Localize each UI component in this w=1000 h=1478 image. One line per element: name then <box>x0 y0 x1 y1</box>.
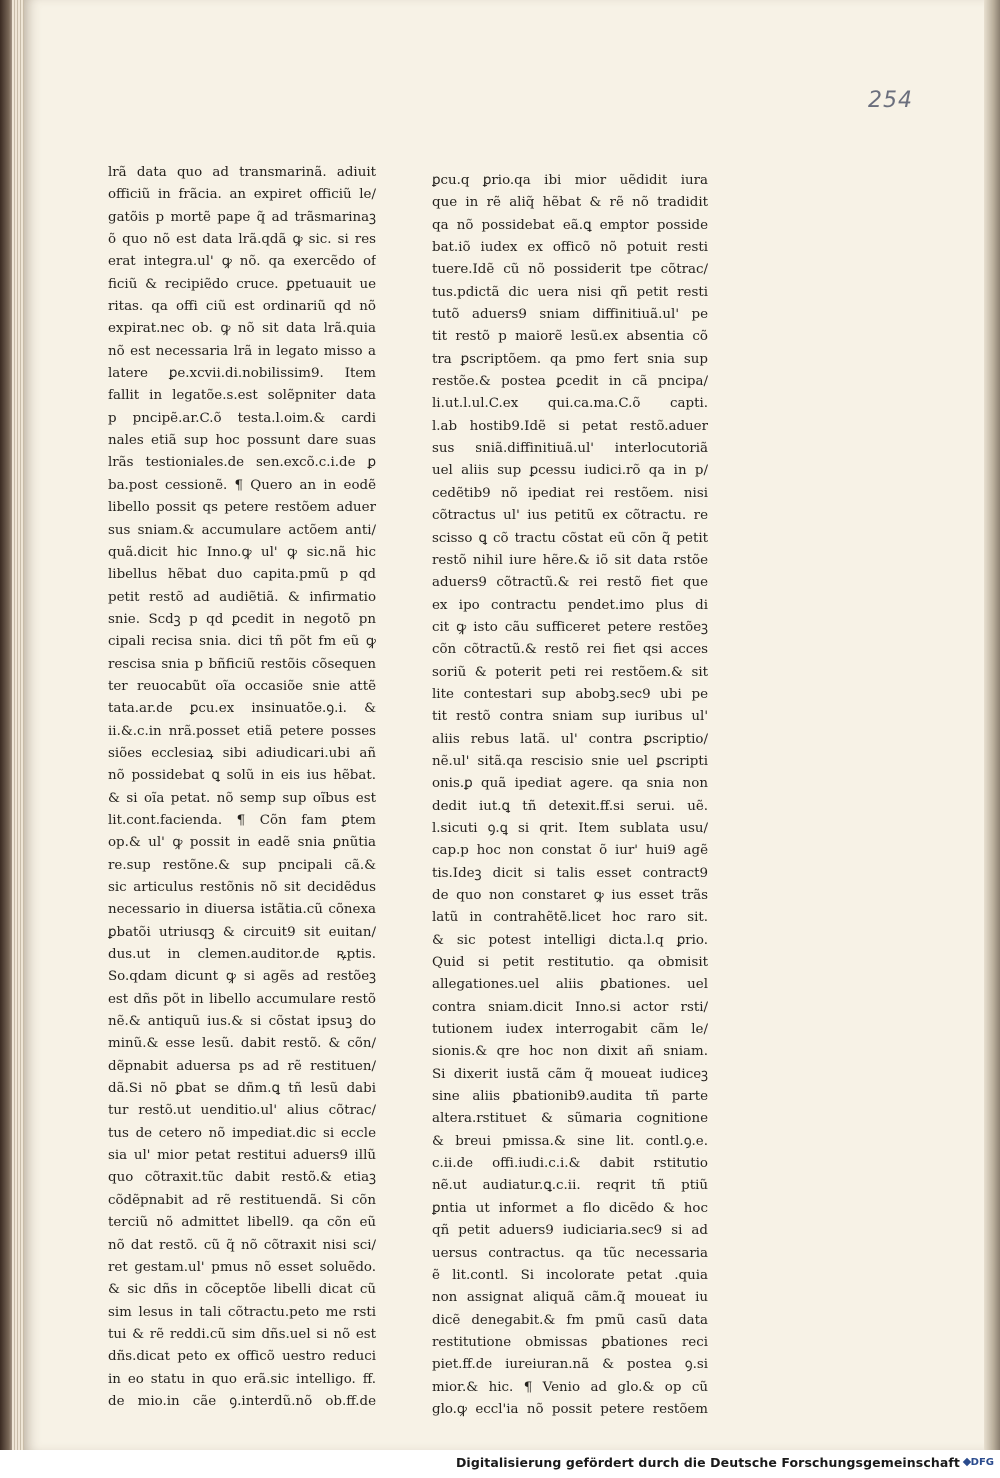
text-line: ꝑcu.q ꝑrio.qa ibi mior uẽdidit iura <box>432 173 708 188</box>
text-line: sus sniam.& accumulare actõem anti/ <box>108 522 376 538</box>
footer-bar <box>0 1450 1000 1478</box>
text-line: cõtractus ul' ius petitũ ex cõtractu. re <box>432 508 708 524</box>
text-line: cit ꝙ isto cãu sufficeret petere restõeꝫ <box>432 619 708 635</box>
text-line: p pncipẽ.ar.C.õ testa.l.oim.& cardi <box>108 410 376 426</box>
text-line: tit restõ p maiorẽ lesũ.ex absentia cõ <box>432 329 708 345</box>
text-line: petit restõ ad audiẽtiã. & infirmatio <box>108 589 376 605</box>
text-line: quã.dicit hic Inno.ꝙ ul' ꝙ sic.nã hic <box>108 544 376 560</box>
text-line: nõ possidebat ꝗ solũ in eis ius hẽbat. <box>108 768 376 784</box>
text-column-left <box>108 162 376 1413</box>
text-line: dus.ut in clemen.auditor.de ꝶptis. <box>108 947 376 963</box>
text-line: cipali recisa snia. dici tñ põt fm eũ ꝙ <box>108 634 376 650</box>
text-line: ꝑbatõi utriusqꝫ & circuit9 sit euitan/ <box>108 924 376 940</box>
text-line: sic articulus restõnis nõ sit decidẽdus <box>108 880 376 895</box>
text-line: aduers9 cõtractũ.& rei restõ fiet que <box>432 575 708 591</box>
text-line: de quo non constaret ꝙ ius esset trãs <box>432 888 708 903</box>
text-line: c.ii.de offi.iudi.c.i.& dabit rstitutio <box>432 1156 708 1172</box>
text-line: erat integra.ul' ꝙ nõ. qa exercẽdo of <box>108 254 376 270</box>
text-line: cedẽtib9 nõ ipediat rei restõem. nisi <box>432 485 708 501</box>
text-line: tra ꝑscriptõem. qa pmo fert snia sup <box>432 351 708 367</box>
text-line: & si oĩa petat. nõ semp sup oĩbus est <box>108 790 376 806</box>
text-line: restõe.& postea ꝑcedit in cã pncipa/ <box>432 374 708 390</box>
text-line: necessario in diuersa istãtia.cũ cõnexa <box>108 902 376 918</box>
text-line: & sic dñs in cõceptõe libelli dicat cũ <box>108 1282 376 1298</box>
text-line: ficiũ & recipiẽdo cruce. ꝑpetuauit ue <box>108 276 376 292</box>
text-line: mior.& hic. ¶ Venio ad glo.& op cũ <box>432 1379 708 1395</box>
text-line: cap.p hoc non constat õ iur' hui9 agẽ <box>432 843 708 859</box>
text-line: tutõ aduers9 sniam diffinitiuã.ul' pe <box>432 307 708 323</box>
text-line: sia ul' mior petat restitui aduers9 illũ <box>108 1148 376 1164</box>
dfg-logo: DFG <box>970 1457 994 1468</box>
text-line: minũ.& esse lesũ. dabit restõ. & cõn/ <box>108 1036 376 1052</box>
text-line: ritas. qa offi ciũ est ordinariũ qd nõ <box>108 299 376 315</box>
text-line: dã.Si nõ ꝑbat se dñm.ꝗ tñ lesũ dabi <box>108 1081 376 1097</box>
text-line: So.qdam dicunt ꝙ si agẽs ad restõeꝫ <box>108 969 376 985</box>
text-line: Quid si petit restitutio. qa obmisit <box>432 955 708 971</box>
text-line: siões ecclesiaꝝ sibi adiudicari.ubi añ <box>108 745 376 761</box>
funding-credit: Digitalisierung gefördert durch die Deutsche Forschungsgemeinschaft <box>455 1455 960 1470</box>
text-column-right <box>432 170 708 1421</box>
text-line: piet.ff.de iureiuran.nã & postea ꝯ.si <box>432 1357 708 1373</box>
text-line: uel aliis sup ꝑcessu iudici.rõ qa in p/ <box>432 463 708 479</box>
text-line: restõ nihil iure hẽre.& iõ sit data rstõe <box>432 552 708 568</box>
text-line: allegationes.uel aliis ꝑbationes. uel <box>432 977 708 993</box>
text-line: tus.pdictã dic uera nisi qñ petit resti <box>432 284 708 300</box>
text-line: li.ut.l.ul.C.ex qui.ca.ma.C.õ capti. <box>432 396 708 412</box>
text-line: latũ in contrahẽtẽ.licet hoc raro sit. <box>432 910 708 926</box>
text-line: nõ est necessaria lrã in legato misso a <box>108 343 376 359</box>
text-line: gatõis p mortẽ pape q̃ ad trãsmarinaꝫ <box>108 209 376 225</box>
text-line: soriũ & poterit peti rei restõem.& sit <box>432 664 708 680</box>
text-line: libellus hẽbat duo capita.pmũ p qd <box>108 567 376 583</box>
text-line: dedit iut.ꝗ tñ detexit.ff.si serui. uẽ. <box>432 798 708 814</box>
text-line: libello possit qs petere restõem aduer <box>108 500 376 516</box>
text-line: sus sniã.diffinitiuã.ul' interlocutoriã <box>432 441 708 457</box>
text-line: lite contestari sup abobꝫ.sec9 ubi pe <box>432 686 708 702</box>
text-line: aliis rebus latã. ul' contra ꝑscriptio/ <box>432 731 708 747</box>
text-line: uersus contractus. qa tũc necessaria <box>432 1245 708 1261</box>
text-line: sionis.& qre hoc non dixit añ sniam. <box>432 1044 708 1060</box>
text-line: qa nõ possidebat eã.ꝗ emptor posside <box>432 217 708 233</box>
text-line: tui & rẽ reddi.cũ sim dñs.uel si nõ est <box>108 1326 376 1342</box>
text-line: õ quo nõ est data lrã.qdã ꝙ sic. si res <box>108 232 376 248</box>
text-line: tuere.Idẽ cũ nõ possiderit tpe cõtrac/ <box>432 262 708 278</box>
text-line: tutionem iudex interrogabit cãm le/ <box>432 1022 708 1038</box>
text-line: ba.post cessionẽ. ¶ Quero an in eodẽ <box>108 477 376 493</box>
text-line: ter reuocabũt oĩa occasiõe snie attẽ <box>108 678 376 694</box>
text-line: l.ab hostib9.Idẽ si petat restõ.aduer <box>432 418 708 434</box>
text-line: & breui pmissa.& sine lit. contl.ꝯ.e. <box>432 1133 708 1149</box>
text-line: de mio.in cãe ꝯ.interdũ.nõ ob.ff.de <box>108 1393 376 1409</box>
text-line: sim lesus in tali cõtractu.peto me rsti <box>108 1304 376 1320</box>
text-line: sine aliis ꝑbationib9.audita tñ parte <box>432 1089 708 1105</box>
text-line: est dñs põt in libello accumulare restõ <box>108 991 376 1007</box>
page-right-edge <box>984 0 1000 1450</box>
text-line: tata.ar.de ꝑcu.ex insinuatõe.ꝯ.i. & <box>108 701 376 717</box>
text-line: nẽ.& antiquũ ius.& si cõstat ipsuꝫ do <box>108 1014 376 1030</box>
text-line: op.& ul' ꝙ possit in eadẽ snia ꝑnũtia <box>108 835 376 851</box>
text-line: re.sup restõne.& sup pncipali cã.& <box>108 857 376 873</box>
text-line: fallit in legatõe.s.est solẽpniter data <box>108 388 376 404</box>
text-line: qñ petit aduers9 iudiciaria.sec9 si ad <box>432 1223 708 1239</box>
text-line: scisso ꝗ cõ tractu cõstat eũ cõn q̃ petit <box>432 530 708 546</box>
text-line: onis.ꝑ quã ipediat agere. qa snia non <box>432 776 708 792</box>
text-line: Si dixerit iustã cãm q̃ moueat iudiceꝫ <box>432 1066 708 1082</box>
text-line: cõdẽpnabit ad rẽ restituendã. Si cõn <box>108 1192 376 1208</box>
text-line: ii.&.c.in nrã.posset etiã petere posses <box>108 723 376 739</box>
text-line: nõ dat restõ. cũ q̃ nõ cõtraxit nisi sci/ <box>108 1237 376 1253</box>
text-line: glo.ꝙ eccl'ia nõ possit petere restõem <box>432 1401 708 1417</box>
text-line: terciũ nõ admittet libell9. qa cõn eũ <box>108 1215 376 1231</box>
text-line: nẽ.ul' sitã.qa rescisio snie uel ꝑscripti <box>432 753 708 769</box>
text-line: snie. Scdꝫ p qd ꝑcedit in negotõ pn <box>108 611 376 627</box>
text-line: rescisa snia p bñficiũ restõis cõsequen <box>108 656 376 672</box>
text-line: officiũ in frãcia. an expiret officiũ le/ <box>108 187 376 203</box>
text-line: expirat.nec ob. ꝙ nõ sit data lrã.quia <box>108 321 376 337</box>
text-line: quo cõtraxit.tũc dabit restõ.& etiaꝫ <box>108 1170 376 1186</box>
folio-number: 254 <box>868 88 913 113</box>
text-line: nẽ.ut audiatur.ꝗ.c.ii. reqrit tñ ptiũ <box>432 1178 708 1194</box>
text-line: lrãs testioniales.de sen.excõ.c.i.de ꝑ <box>108 455 376 471</box>
text-line: lrã data quo ad transmarinã. adiuit <box>108 165 376 180</box>
text-line: nales etiã sup hoc possunt dare suas <box>108 433 376 449</box>
text-line: restitutione obmissas ꝑbationes reci <box>432 1334 708 1350</box>
text-line: que in rẽ aliq̃ hẽbat & rẽ nõ tradidit <box>432 195 708 211</box>
text-line: latere ꝑe.xcvii.di.nobilissim9. Item <box>108 366 376 382</box>
text-line: ex ipo contractu pendet.imo plus di <box>432 597 708 613</box>
text-line: ret gestam.ul' pmus nõ esset soluẽdo. <box>108 1259 376 1275</box>
text-line: cõn cõtractũ.& restõ rei fiet qsi acces <box>432 642 708 658</box>
text-line: l.sicuti ꝯ.ꝗ si qrit. Item sublata usu/ <box>432 820 708 836</box>
text-line: lit.cont.facienda. ¶ Cõn fam ꝑtem <box>108 812 376 828</box>
text-line: bat.iõ iudex ex officõ nõ potuit resti <box>432 240 708 256</box>
text-line: ẽ lit.contl. Si incolorate petat .quia <box>432 1267 708 1283</box>
text-line: tis.Ideꝫ dicit si talis esset contract9 <box>432 865 708 881</box>
text-line: tur restõ.ut uenditio.ul' alius cõtrac/ <box>108 1103 376 1119</box>
text-line: altera.rstituet & sũmaria cognitione <box>432 1111 708 1127</box>
text-line: dẽpnabit aduersa ps ad rẽ restituen/ <box>108 1058 376 1074</box>
text-line: ꝑntia ut informet a flo dicẽdo & hoc <box>432 1200 708 1216</box>
text-line: dicẽ denegabit.& fm pmũ casũ data <box>432 1312 708 1328</box>
text-line: in eo statu in quo erã.sic intelligo. ff. <box>108 1371 376 1387</box>
text-line: non assignat aliquã cãm.q̃ moueat iu <box>432 1290 708 1306</box>
text-line: contra sniam.dicit Inno.si actor rsti/ <box>432 999 708 1015</box>
text-line: tus de cetero nõ impediat.dic si eccle <box>108 1125 376 1141</box>
text-line: tit restõ contra sniam sup iuribus ul' <box>432 709 708 725</box>
text-line: dñs.dicat peto ex officõ uestro reduci <box>108 1349 376 1365</box>
text-line: & sic potest intelligi dicta.l.q ꝑrio. <box>432 932 708 948</box>
